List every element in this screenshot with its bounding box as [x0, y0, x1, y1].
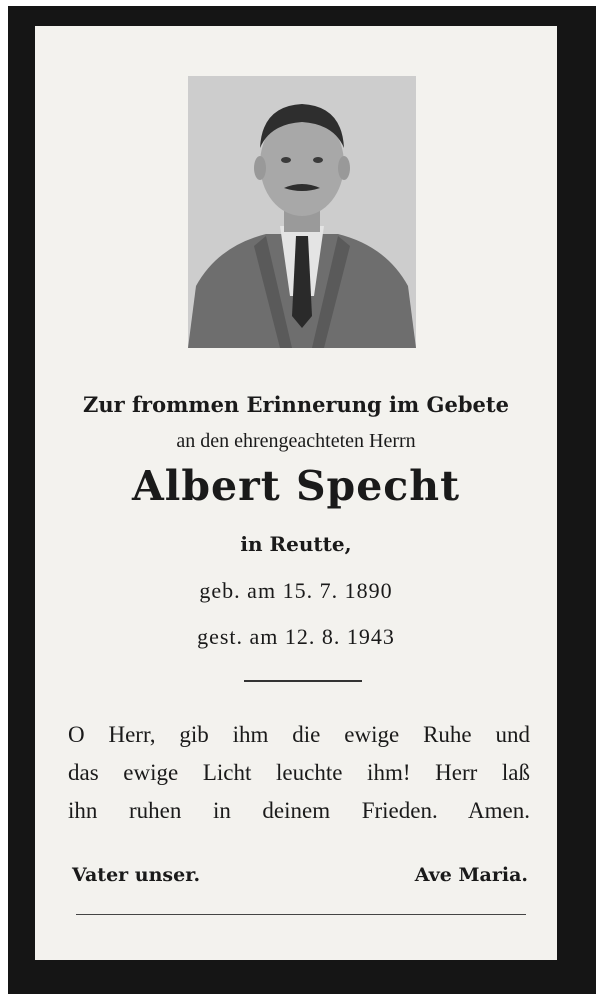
bottom-rule [76, 914, 526, 915]
prayer-vater-unser: Vater unser. [72, 864, 201, 886]
prayer-line-2: das ewige Licht leuchte ihm! Herr laß [68, 760, 530, 785]
portrait-photo [188, 76, 416, 348]
deceased-name: Albert Specht [131, 462, 461, 510]
residence-place: in Reutte, [240, 532, 352, 556]
birth-date: geb. am 15. 7. 1890 [199, 578, 393, 603]
memorial-subheading: an den ehrengeachteten Herrn [176, 430, 416, 452]
prayer-ave-maria: Ave Maria. [414, 864, 528, 886]
prayer-line-3: ihn ruhen in deinem Frieden. Amen. [68, 798, 530, 823]
divider-line [244, 680, 362, 682]
prayer-line-1: O Herr, gib ihm die ewige Ruhe und [68, 722, 530, 747]
death-date: gest. am 12. 8. 1943 [197, 624, 395, 649]
portrait-image [188, 76, 416, 348]
memorial-heading: Zur frommen Erinnerung im Gebete [83, 392, 509, 417]
